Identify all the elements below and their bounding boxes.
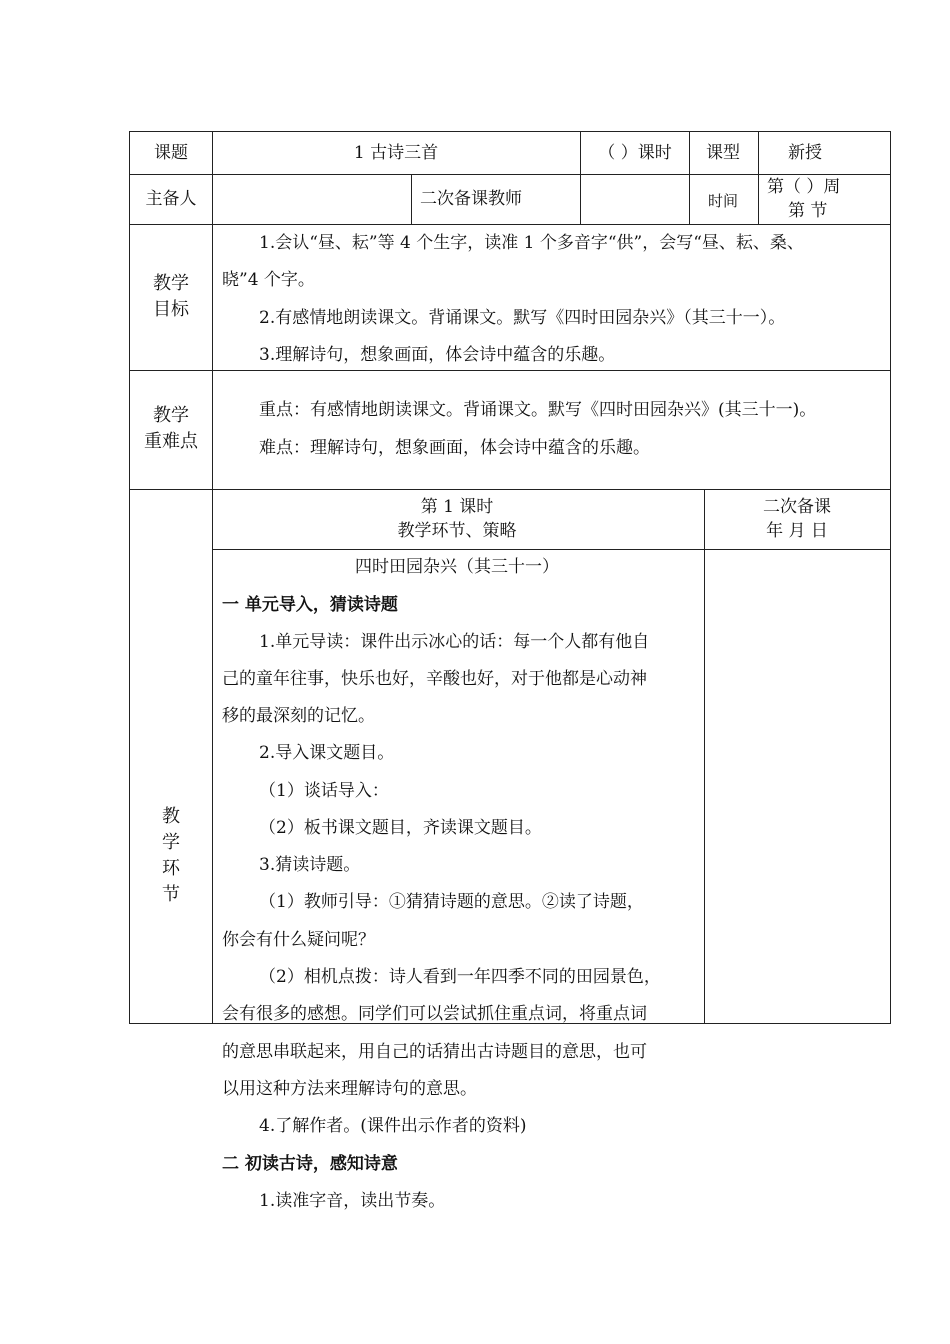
row-divider [129,489,891,490]
key-points-label: 教学 重难点 [144,405,198,452]
process-line: 3.猜读诗题。 [259,855,361,875]
key-point-line: 难点：理解诗句，想象画面，体会诗中蕴含的乐趣。 [259,438,650,458]
type-label: 课型 [706,143,740,163]
objective-line: 2.有感情地朗读课文。背诵课文。默写《四时田园杂兴》（其三十一）。 [259,308,786,328]
process-line: （2）相机点拨：诗人看到一年四季不同的田园景色， [259,967,661,987]
process-line: 1.读准字音，读出节奏。 [259,1191,446,1211]
objectives-label: 教学 目标 [153,273,189,320]
process-line: 以用这种方法来理解诗句的意思。 [222,1079,477,1099]
process-line: 1.单元导读：课件出示冰心的话：每一个人都有他自 [259,632,650,652]
column-divider [212,131,213,1024]
time-label: 时间 [707,192,739,210]
process-line: （1）教师引导：①猜猜诗题的意思。②读了诗题， [259,892,644,912]
row-divider [129,224,891,225]
poem-title: 四时田园杂兴（其三十一） [355,557,559,577]
objective-line: 1.会认“昼、耘”等 4 个生字，读准 1 个多音字“供”，会写“昼、耘、桑、 [259,233,804,253]
second-prep-title: 二次备课 [763,497,831,517]
process-label: 教 学 环 节 [162,806,180,905]
strategy-title: 教学环节、策略 [397,521,517,541]
key-point-line: 重点：有感情地朗读课文。背诵课文。默写《四时田园杂兴》(其三十一)。 [259,400,817,420]
objective-line: 3.理解诗句，想象画面，体会诗中蕴含的乐趣。 [259,345,616,365]
section-heading: 一 单元导入，猜读诗题 [222,595,398,615]
process-line: 4.了解作者。(课件出示作者的资料) [259,1116,527,1136]
column-divider [704,489,705,1024]
column-divider [689,131,690,224]
process-line: （1）谈话导入： [259,781,389,801]
process-line: 己的童年往事，快乐也好，辛酸也好，对于他都是心动神 [222,669,647,689]
second-prep-teacher-label: 二次备课教师 [420,189,522,209]
process-line: 移的最深刻的记忆。 [222,706,375,726]
lesson-title: 1 古诗三首 [353,143,439,163]
column-divider [411,174,412,224]
process-line: 2.导入课文题目。 [259,743,395,763]
process-line: 会有很多的感想。同学们可以尝试抓住重点词，将重点词 [222,1004,647,1024]
period-title: 第 1 课时 [420,497,494,517]
process-line: 的意思串联起来，用自己的话猜出古诗题目的意思，也可 [222,1042,647,1062]
week-line: 第（ ）周 [767,177,841,197]
row-divider [212,549,891,550]
column-divider [580,131,581,224]
column-divider [758,131,759,224]
period-label: （ ）课时 [598,143,672,163]
date-line: 年 月 日 [766,521,828,541]
type-value: 新授 [788,143,822,163]
process-line: （2）板书课文题目，齐读课文题目。 [259,818,542,838]
objective-line: 晓”4 个字。 [222,270,315,290]
row-divider [129,370,891,371]
lesson-label: 课题 [154,143,188,163]
section-line: 第 节 [788,201,828,221]
section-heading: 二 初读古诗，感知诗意 [222,1154,398,1174]
preparer-label: 主备人 [145,189,197,209]
process-line: 你会有什么疑问呢？ [222,930,375,950]
